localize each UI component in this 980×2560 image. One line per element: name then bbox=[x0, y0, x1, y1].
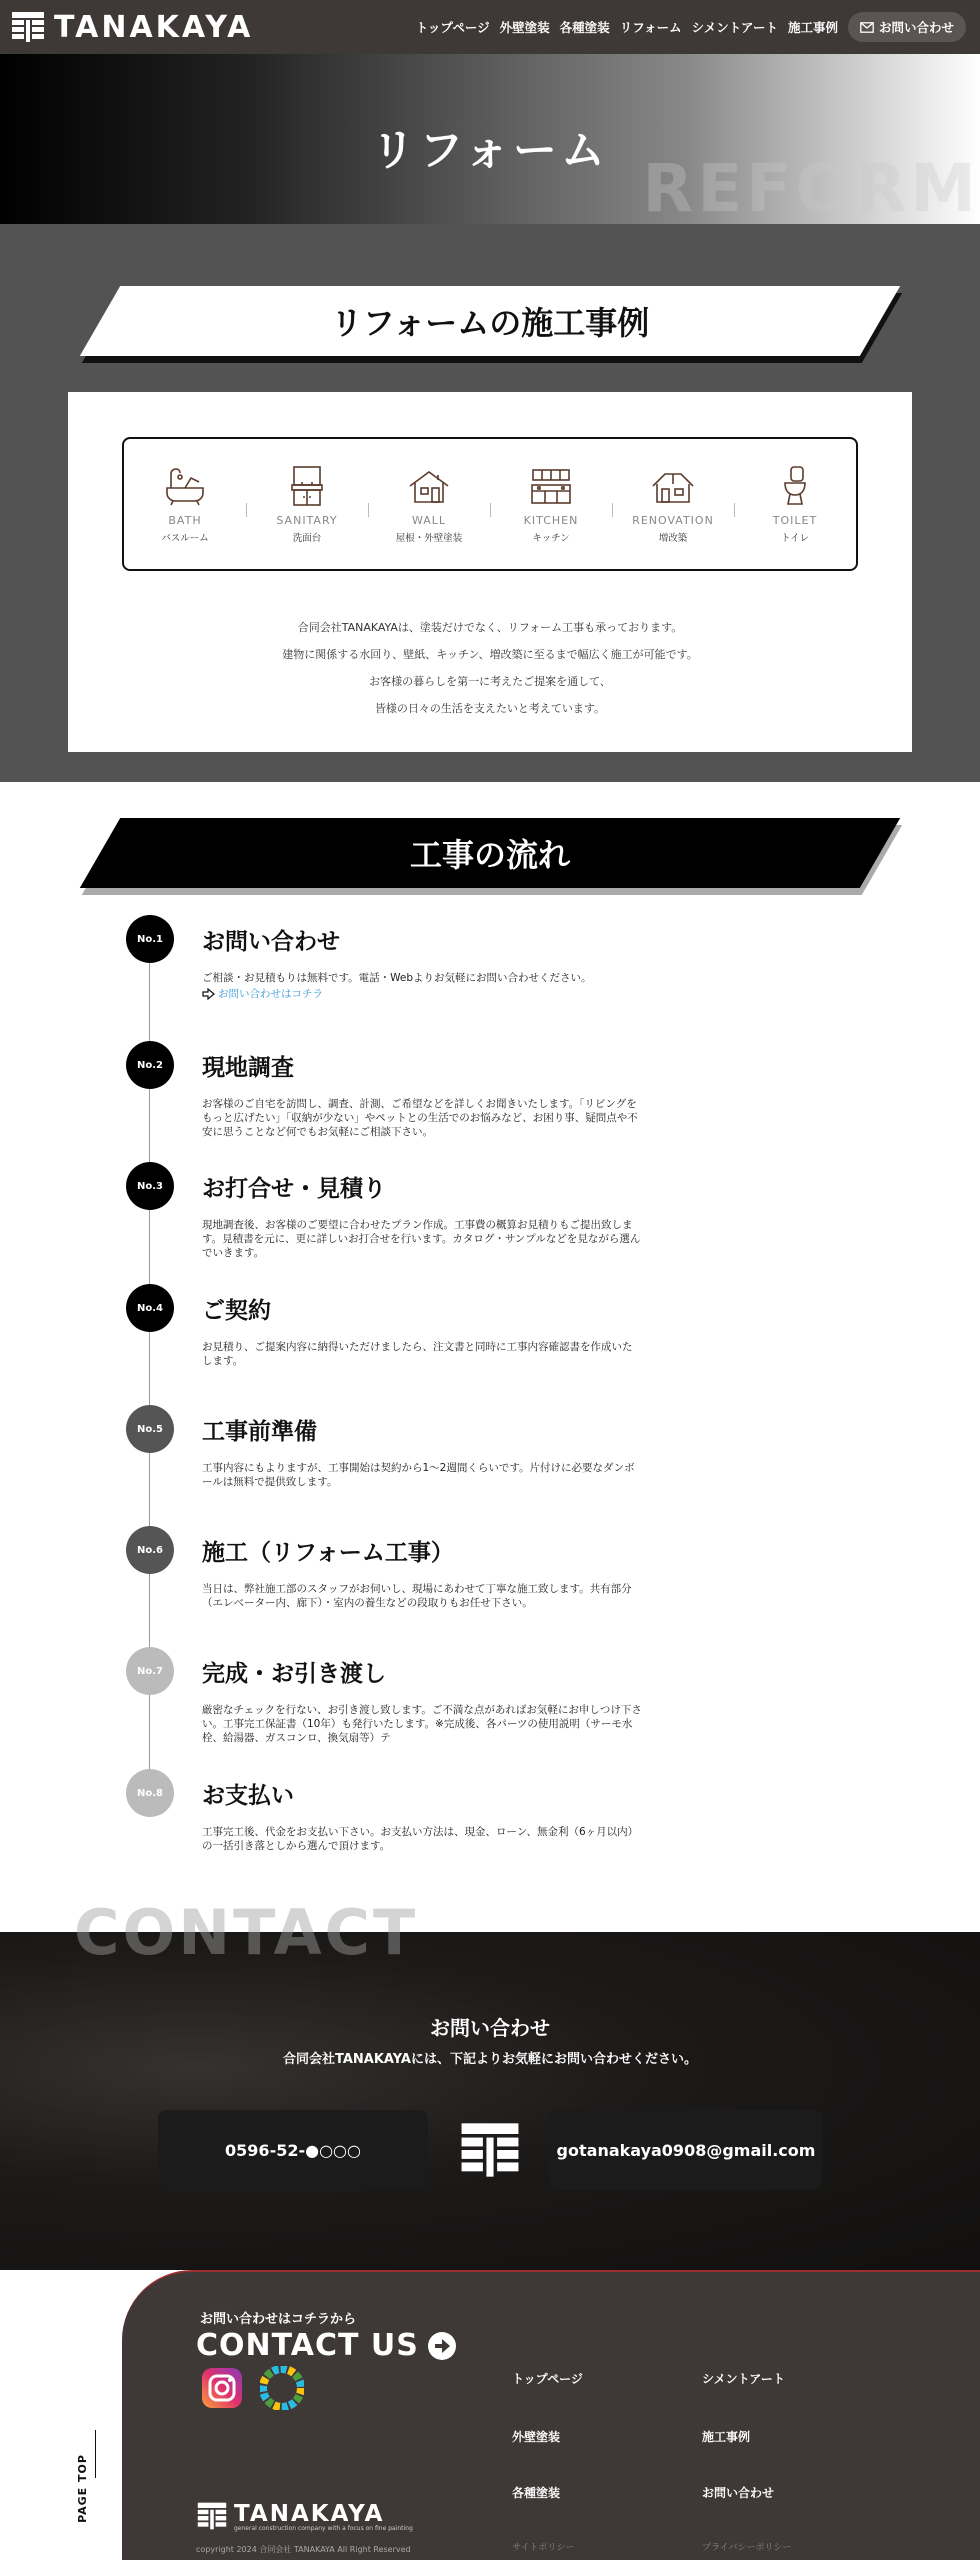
cases-card bbox=[68, 392, 912, 752]
category-renovation[interactable] bbox=[612, 439, 734, 569]
sdgs-wheel-icon bbox=[260, 2366, 304, 2410]
step-number: No.7 bbox=[126, 1647, 174, 1695]
category-icons-box bbox=[122, 437, 858, 571]
social-links bbox=[200, 2366, 304, 2414]
page-title: リフォーム bbox=[371, 125, 609, 176]
footer-link-contact[interactable]: お問い合わせ bbox=[702, 2486, 775, 2500]
contact-content bbox=[0, 1932, 980, 2270]
flow-heading: 工事の流れ bbox=[409, 836, 570, 874]
sdgs-link[interactable] bbox=[260, 2366, 304, 2414]
page-top-button[interactable] bbox=[75, 2430, 102, 2540]
logo-text: TANAKAYA bbox=[54, 9, 254, 45]
step-title: お支払い bbox=[202, 1783, 294, 1809]
tanakaya-logo-icon bbox=[10, 9, 46, 45]
contact-background-word: CONTACT bbox=[74, 1896, 419, 1969]
footer-logo[interactable] bbox=[196, 2500, 413, 2532]
contact-section bbox=[0, 1932, 980, 2270]
category-sanitary[interactable] bbox=[246, 439, 368, 569]
category-en: SANITARY bbox=[276, 514, 338, 527]
page-top-label: PAGE TOP bbox=[75, 2454, 89, 2523]
step-body: 現地調査後、お客様のご要望に合わせたプラン作成。工事費の概算お見積りもご提出致します。見積書を元に、更に詳しいお打合せを行います。カタログ・サンプルなどを見ながら選んでいきます。 bbox=[202, 1219, 641, 1259]
step-body: 工事完工後、代金をお支払い下さい。お支払い方法は、現金、ローン、無金利（6ヶ月以内）の一括引き落としから選んで頂けます。 bbox=[202, 1826, 639, 1852]
category-en: BATH bbox=[168, 514, 202, 527]
footer-link-exterior[interactable]: 外壁塗装 bbox=[512, 2430, 561, 2444]
step-body: お見積り、ご提案内容に納得いただけましたら、注文書と同時に工事内容確認書を作成いたします。 bbox=[202, 1341, 633, 1367]
site-logo[interactable] bbox=[10, 9, 253, 45]
contact-us-label: CONTACT US bbox=[196, 2328, 419, 2363]
description-line: 合同会社TANAKAYAは、塗装だけでなく、リフォーム工事も承っております。 bbox=[297, 621, 683, 634]
footer-link-painting[interactable]: 各種塗装 bbox=[512, 2486, 561, 2500]
category-jp: バスルーム bbox=[161, 533, 209, 544]
house-wall-icon bbox=[407, 464, 451, 508]
category-en: WALL bbox=[411, 514, 447, 527]
step-number: No.2 bbox=[126, 1041, 174, 1089]
contact-us-link[interactable] bbox=[196, 2328, 457, 2363]
reform-cases-section bbox=[0, 224, 980, 782]
description-line: 皆様の日々の生活を支えたいと考えています。 bbox=[374, 702, 606, 715]
sink-icon bbox=[285, 464, 329, 508]
kitchen-icon bbox=[529, 464, 573, 508]
tanakaya-logo-icon bbox=[196, 2500, 228, 2532]
description-line: お客様の暮らしを第一に考えたご提案を通して、 bbox=[369, 675, 611, 688]
site-footer bbox=[0, 2270, 980, 2560]
mail-icon bbox=[860, 22, 874, 33]
category-jp: 屋根・外壁塗装 bbox=[395, 533, 463, 544]
contact-title: お問い合わせ bbox=[430, 2016, 550, 2040]
category-jp: キッチン bbox=[532, 533, 570, 544]
step-title: 工事前準備 bbox=[202, 1419, 317, 1445]
step-title: 施工（リフォーム工事） bbox=[202, 1540, 454, 1566]
arrow-right-icon bbox=[202, 988, 215, 1000]
category-jp: トイレ bbox=[780, 533, 810, 544]
flow-heading-wrap bbox=[0, 818, 980, 890]
step-title: ご契約 bbox=[202, 1298, 271, 1324]
instagram-link[interactable] bbox=[200, 2366, 244, 2414]
step-title: 完成・お引き渡し bbox=[202, 1661, 386, 1687]
footer-panel bbox=[122, 2270, 980, 2560]
nav-contact-label: お問い合わせ bbox=[878, 20, 954, 35]
step-number: No.8 bbox=[126, 1769, 174, 1817]
contact-subtitle: 合同会社TANAKAYAには、下記よりお気軽にお問い合わせください。 bbox=[283, 2052, 697, 2067]
cases-heading-ribbon bbox=[100, 286, 880, 356]
footer-link-top[interactable]: トップページ bbox=[512, 2372, 583, 2386]
email-address: gotanakaya0908@gmail.com bbox=[556, 2140, 816, 2160]
circle-arrow-right-icon bbox=[427, 2331, 457, 2361]
step-number: No.3 bbox=[126, 1162, 174, 1210]
toilet-icon bbox=[773, 464, 817, 508]
site-policy-link[interactable]: サイトポリシー bbox=[512, 2543, 575, 2553]
flow-heading-ribbon bbox=[100, 818, 880, 888]
nav-top[interactable]: トップページ bbox=[415, 20, 490, 35]
nav-works[interactable]: 施工事例 bbox=[787, 20, 838, 35]
nav-reform[interactable]: リフォーム bbox=[619, 20, 682, 35]
contact-link-label: お問い合わせはコチラ bbox=[218, 988, 323, 1000]
tanakaya-logo-icon bbox=[458, 2118, 522, 2182]
email-button[interactable] bbox=[550, 2110, 822, 2190]
instagram-icon bbox=[200, 2366, 244, 2410]
nav-exterior-painting[interactable]: 外壁塗装 bbox=[499, 20, 550, 35]
step-number: No.4 bbox=[126, 1284, 174, 1332]
footer-link-works[interactable]: 施工事例 bbox=[702, 2430, 751, 2444]
privacy-policy-link[interactable]: プライバシーポリシー bbox=[702, 2543, 792, 2553]
contact-link[interactable] bbox=[202, 987, 642, 1001]
category-bath[interactable] bbox=[124, 439, 246, 569]
main-nav bbox=[416, 0, 966, 54]
contact-logo bbox=[458, 2118, 522, 2186]
step-number: No.5 bbox=[126, 1405, 174, 1453]
category-wall[interactable] bbox=[368, 439, 490, 569]
bathtub-icon bbox=[163, 464, 207, 508]
step-title: お打合せ・見積り bbox=[202, 1176, 386, 1202]
step-body: 工事内容にもよりますが、工事開始は契約から1〜2週間くらいです。片付けに必要なダンボールは無料で提供致します。 bbox=[202, 1462, 635, 1488]
category-toilet[interactable] bbox=[734, 439, 856, 569]
step-title: 現地調査 bbox=[202, 1055, 294, 1081]
step-title: お問い合わせ bbox=[202, 929, 340, 955]
hero-background-word: REFORM bbox=[642, 150, 980, 224]
category-en: RENOVATION bbox=[632, 514, 714, 527]
nav-cement-art[interactable]: シメントアート bbox=[691, 20, 778, 35]
step-body: 厳密なチェックを行ない、お引き渡し致します。ご不満な点があればお気軽にお申しつけ下さい。工事完工保証書（10年）も発行いたします。※完成後、各パーツの使用説明（サーモ水栓、給湯器、ガスコンロ、換気扇等）テ bbox=[202, 1704, 642, 1744]
footer-logo-sub: general construction company with a focus on fine painting bbox=[234, 2524, 413, 2532]
category-en: TOILET bbox=[772, 514, 818, 527]
step-text: ご相談・お見積もりは無料です。電話・Webよりお気軽にお問い合わせください。 bbox=[202, 972, 592, 984]
nav-contact-button[interactable] bbox=[848, 12, 966, 42]
step-body bbox=[202, 971, 642, 1001]
step-body: お客様のご自宅を訪問し、調査、計測、ご希望などを詳しくお聞きいたします。「リビングをもっと広げたい」「収納が少ない」やペットとの生活でのお悩みなど、お困り事、疑問点や不安に思うことなど何でもお気軽にご相談下さい。 bbox=[202, 1098, 638, 1138]
description-line: 建物に関係する水回り、壁紙、キッチン、増改築に至るまで幅広く施工が可能です。 bbox=[282, 648, 698, 661]
step-body: 当日は、弊社施工部のスタッフがお伺いし、現場にあわせて丁寧な施工致します。共有部分（エレベーター内、廊下）・室内の養生などの段取りもお任せ下さい。 bbox=[202, 1583, 632, 1609]
category-jp: 増改築 bbox=[658, 533, 688, 544]
phone-button[interactable] bbox=[158, 2110, 428, 2190]
site-header bbox=[0, 0, 980, 54]
footer-logo-text: TANAKAYA bbox=[234, 2500, 385, 2527]
page-top-line bbox=[95, 2430, 96, 2478]
category-kitchen[interactable] bbox=[490, 439, 612, 569]
phone-number: 0596-52-●○○○ bbox=[225, 2140, 361, 2160]
page-hero bbox=[0, 54, 980, 224]
cases-description bbox=[68, 614, 912, 722]
step-number: No.1 bbox=[126, 915, 174, 963]
step-number: No.6 bbox=[126, 1526, 174, 1574]
cases-heading: リフォームの施工事例 bbox=[330, 304, 650, 342]
nav-painting[interactable]: 各種塗装 bbox=[559, 20, 610, 35]
category-en: KITCHEN bbox=[523, 514, 579, 527]
copyright: copyright 2024 合同会社 TANAKAYA All Right Reserved bbox=[196, 2545, 411, 2554]
footer-link-cement-art[interactable]: シメントアート bbox=[702, 2372, 785, 2386]
category-jp: 洗面台 bbox=[292, 533, 322, 544]
footer-contact-caption: お問い合わせはコチラから bbox=[200, 2312, 357, 2327]
renovation-house-icon bbox=[651, 464, 695, 508]
